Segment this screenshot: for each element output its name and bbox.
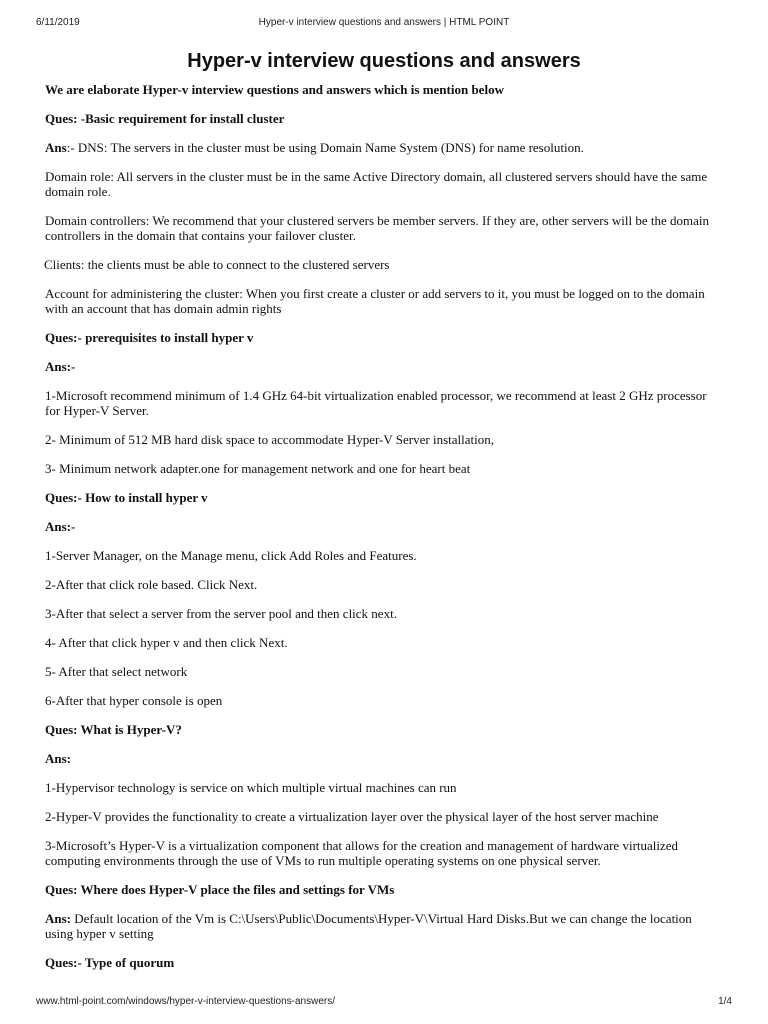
list-item: 2- Minimum of 512 MB hard disk space to accommodate Hyper-V Server installation,: [45, 432, 494, 447]
intro-text: We are elaborate Hyper-v interview questions and answers which is mention below: [45, 82, 504, 97]
page-number: 1/4: [718, 996, 732, 1007]
answer-label: Ans: [45, 140, 67, 155]
question-heading: Ques: -Basic requirement for install cluster: [45, 111, 285, 126]
article-body: [45, 82, 721, 984]
answer-text: Default location of the Vm is C:\Users\Public\Documents\Hyper-V\Virtual Hard Disks.But we can change the location using hyper v setting: [45, 911, 692, 941]
list-item: 3-After that select a server from the server pool and then click next.: [45, 606, 397, 621]
answer-paragraph: Account for administering the cluster: When you first create a cluster or add servers to it, you must be logged on to the domain with an account that has domain admin rights: [45, 286, 705, 316]
answer-label: Ans:-: [45, 359, 76, 374]
list-item: 1-Hypervisor technology is service on which multiple virtual machines can run: [45, 780, 457, 795]
list-item: 2-After that click role based. Click Next.: [45, 577, 258, 592]
question-heading: Ques:- prerequisites to install hyper v: [45, 330, 254, 345]
print-date: 6/11/2019: [36, 17, 80, 28]
answer-paragraph: Domain role: All servers in the cluster must be in the same Active Directory domain, all clustered servers should have the same domain role.: [45, 169, 708, 199]
answer-label: Ans:: [45, 751, 72, 766]
list-item: 2-Hyper-V provides the functionality to create a virtualization layer over the physical layer of the host server machine: [45, 809, 659, 824]
list-item: 1-Server Manager, on the Manage menu, click Add Roles and Features.: [45, 548, 417, 563]
question-heading: Ques:- How to install hyper v: [45, 490, 208, 505]
list-item: 1-Microsoft recommend minimum of 1.4 GHz 64-bit virtualization enabled processor, we recommend at least 2 GHz processor for Hyper-V Server.: [45, 388, 707, 418]
print-document-title: Hyper-v interview questions and answers | HTML POINT: [258, 17, 510, 28]
list-item: 5- After that select network: [45, 664, 188, 679]
page-title: Hyper-v interview questions and answers: [187, 50, 581, 72]
answer-label: Ans:: [45, 911, 72, 926]
list-item: 3-Microsoft’s Hyper-V is a virtualization component that allows for the creation and management of hardware virtualized computing environments through the use of VMs to run multiple operating systems on one physical server.: [45, 838, 679, 868]
answer-label: Ans:-: [45, 519, 76, 534]
list-item: 3- Minimum network adapter.one for management network and one for heart beat: [45, 461, 471, 476]
answer-paragraph: Domain controllers: We recommend that your clustered servers be member servers. If they are, other servers will be the domain controllers in the domain that contains your failover cluster.: [45, 213, 710, 243]
question-heading: Ques: What is Hyper-V?: [45, 722, 182, 737]
answer-paragraph: [45, 140, 721, 155]
list-item: 6-After that hyper console is open: [45, 693, 223, 708]
print-header: [36, 17, 732, 31]
answer-paragraph: Clients: the clients must be able to connect to the clustered servers: [44, 257, 390, 272]
answer-text: :- DNS: The servers in the cluster must be using Domain Name System (DNS) for name resolution.: [66, 140, 584, 155]
page-url: www.html-point.com/windows/hyper-v-interview-questions-answers/: [36, 996, 335, 1007]
list-item: 4- After that click hyper v and then click Next.: [45, 635, 288, 650]
answer-paragraph: [45, 911, 721, 941]
question-heading: Ques:- Type of quorum: [45, 955, 175, 970]
question-heading: Ques: Where does Hyper-V place the files and settings for VMs: [45, 882, 395, 897]
print-footer: [36, 996, 732, 1010]
